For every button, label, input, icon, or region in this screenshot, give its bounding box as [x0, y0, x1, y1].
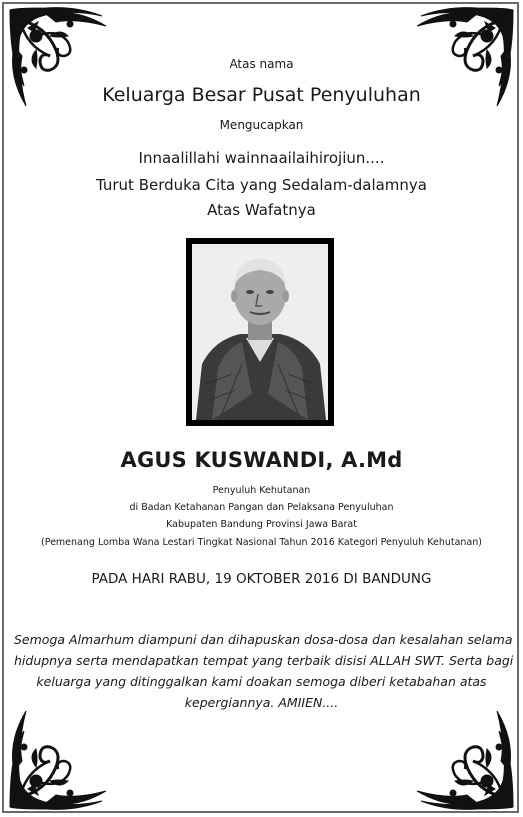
expresses-label: Mengucapkan — [219, 118, 304, 132]
date-line: PADA HARI RABU, 19 OKTOBER 2016 DI BANDUNG — [91, 571, 432, 587]
portrait-photo — [192, 244, 328, 420]
condolence-line: Atas Wafatnya — [207, 201, 316, 219]
role-line: Penyuluh Kehutanan — [212, 485, 311, 496]
deceased-name: AGUS KUSWANDI, A.Md — [120, 448, 403, 472]
corner-ornament-bottom-right — [407, 701, 517, 811]
portrait-frame — [186, 238, 334, 426]
corner-ornament-bottom-left — [6, 701, 116, 811]
role-line: di Badan Ketahanan Pangan dan Pelaksana Penyuluhan — [129, 502, 394, 513]
prayer-line: hidupnya serta mendapatkan tempat yang terbaik disisi ALLAH SWT. Serta bagi — [14, 653, 514, 668]
role-line: Kabupaten Bandung Provinsi Jawa Barat — [166, 519, 357, 530]
floral-ornament-icon — [6, 701, 116, 811]
person-portrait-icon — [192, 244, 328, 420]
condolence-line: Innaalillahi wainnaailaihirojiun.... — [138, 149, 385, 167]
floral-ornament-icon — [407, 701, 517, 811]
prayer-line: keluarga yang ditinggalkan kami doakan semoga diberi ketabahan atas — [36, 674, 487, 689]
prayer-line: Semoga Almarhum diampuni dan dihapuskan dosa-dosa dan kesalahan selama — [14, 632, 513, 647]
prayer-paragraph — [14, 629, 514, 713]
prayer-line: kepergiannya. AMIIEN.... — [184, 695, 339, 710]
condolence-line: Turut Berduka Cita yang Sedalam-dalamnya — [95, 176, 427, 194]
role-line: (Pemenang Lomba Wana Lestari Tingkat Nasional Tahun 2016 Kategori Penyuluh Kehutanan) — [40, 537, 482, 548]
family-name-heading: Keluarga Besar Pusat Penyuluhan — [102, 84, 421, 106]
on-behalf-label: Atas nama — [229, 57, 294, 71]
